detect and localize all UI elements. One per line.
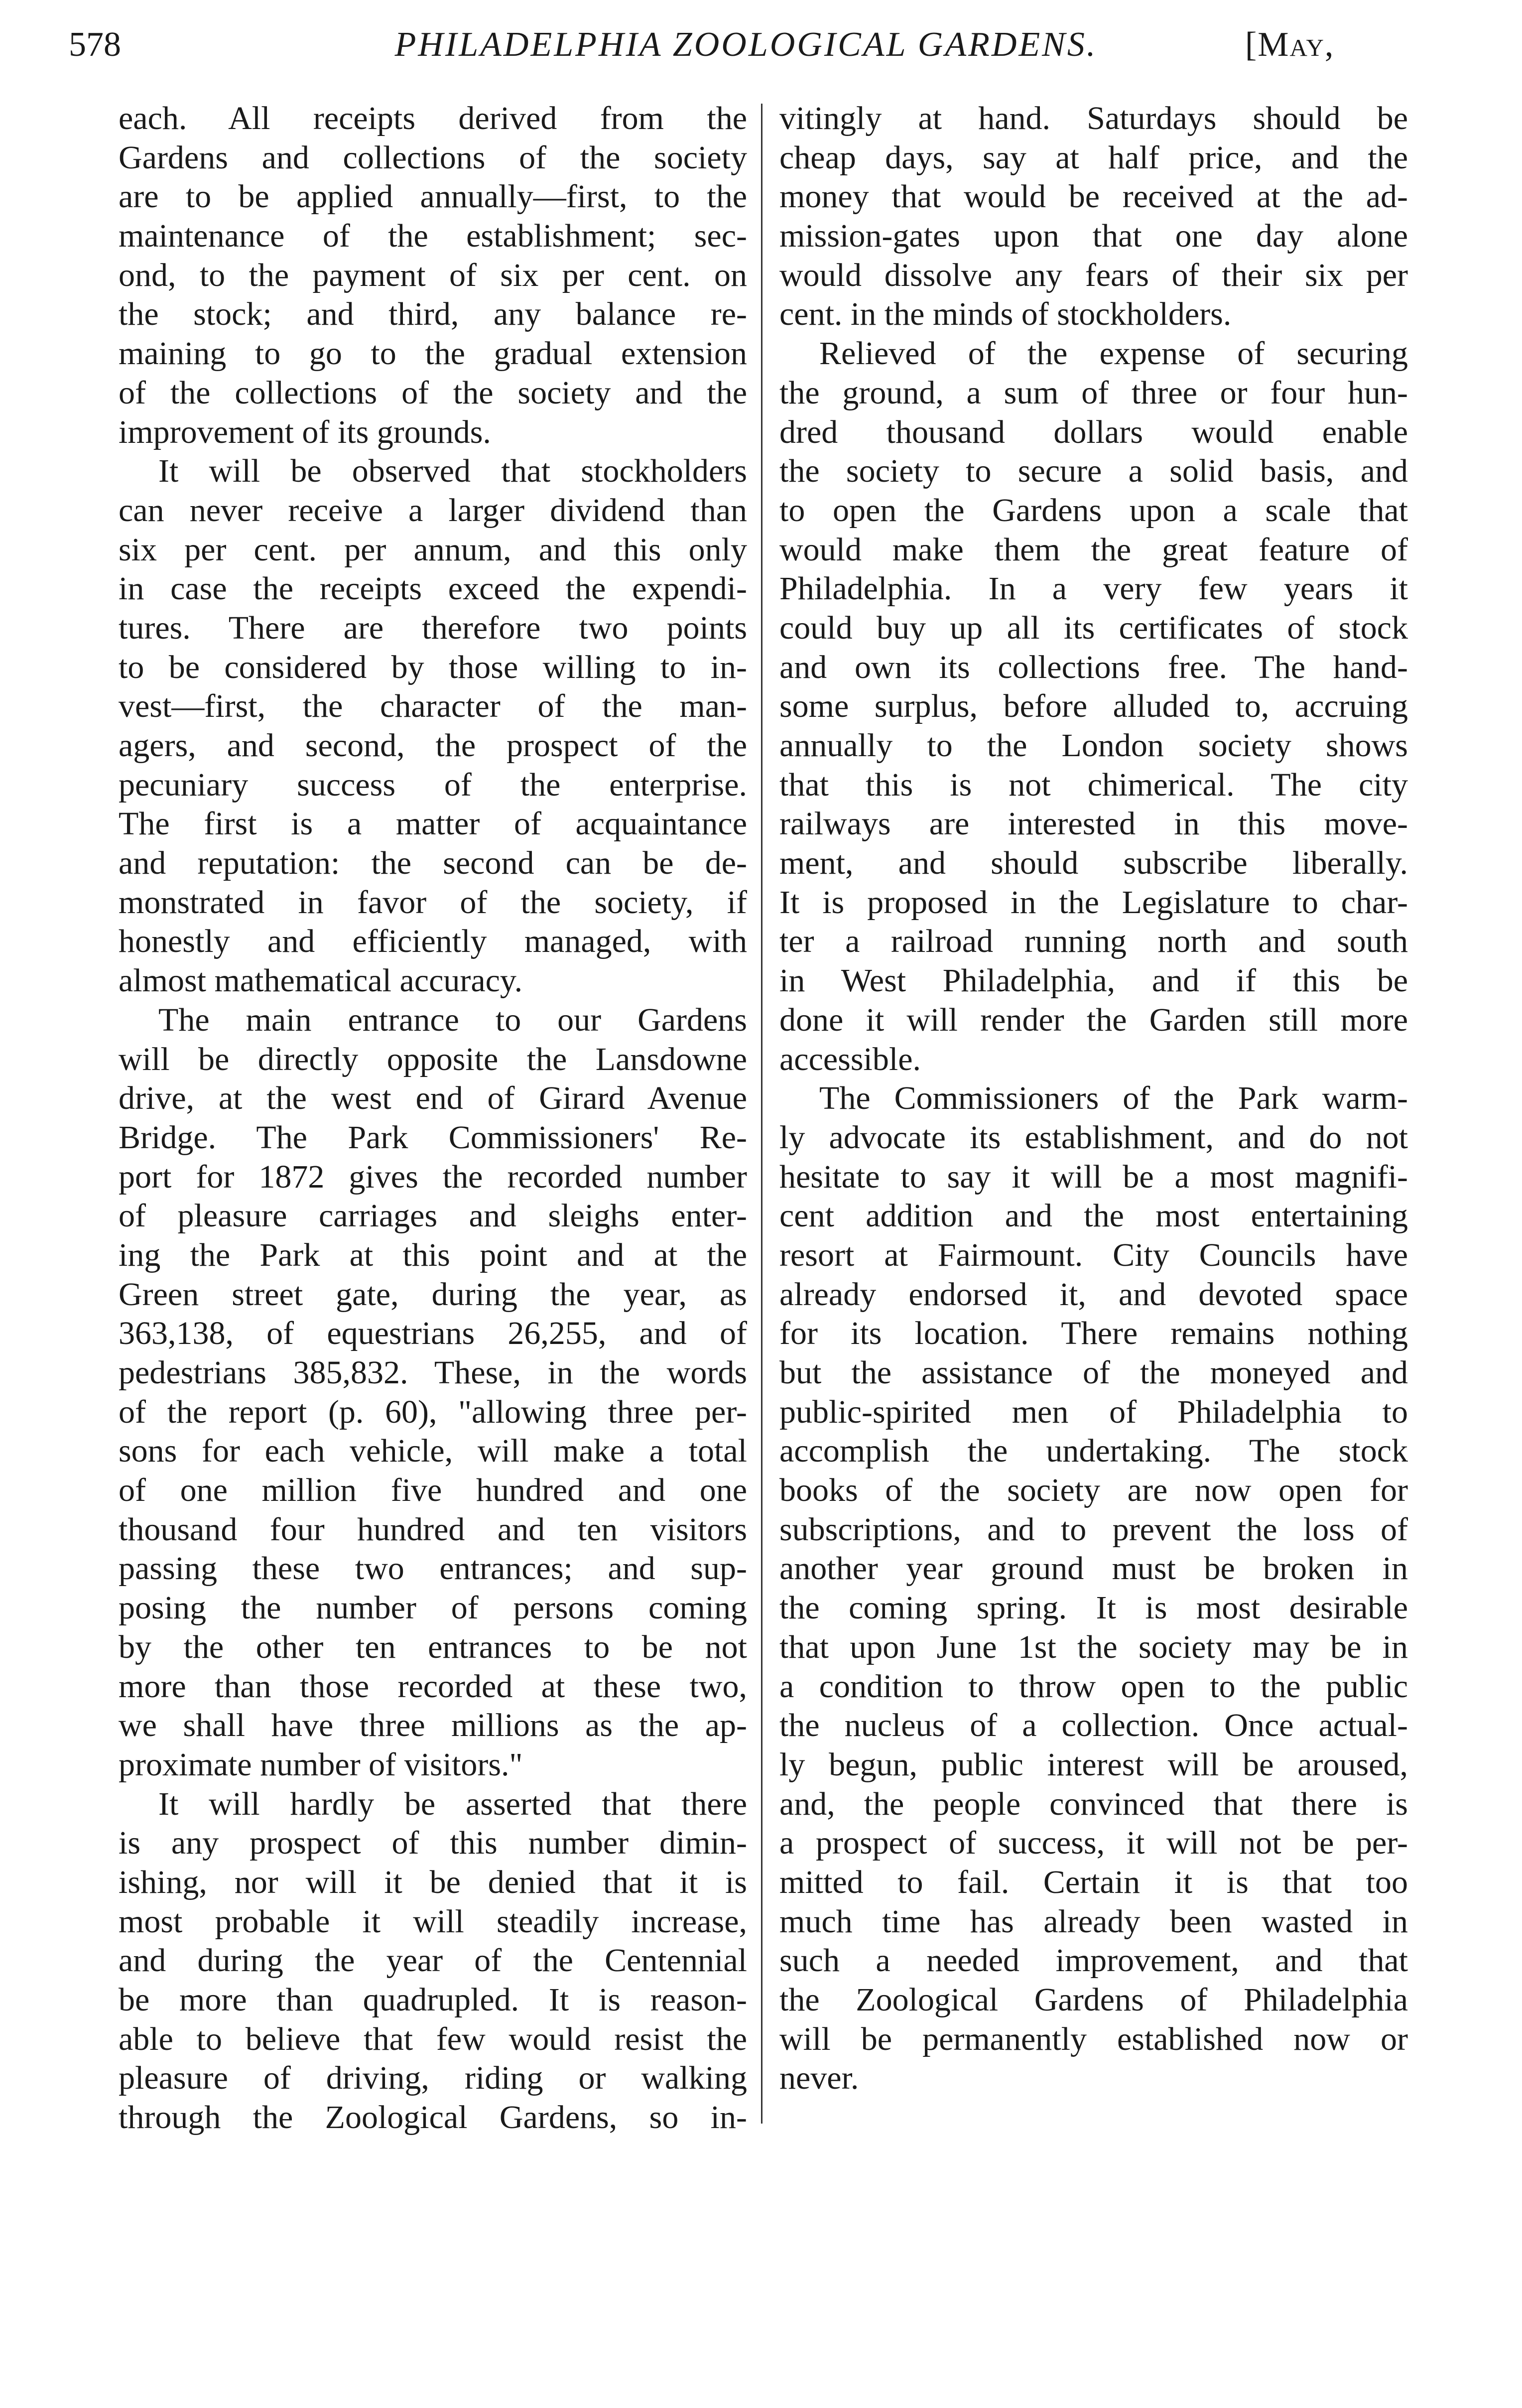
text-line: we shall have three millions as the ap-	[119, 1707, 747, 1744]
text-line: cheap days, say at half price, and the	[779, 139, 1408, 176]
text-line: books of the society are now open for	[779, 1472, 1408, 1509]
text-line: Gardens and collections of the society	[119, 139, 747, 176]
text-line: ishing, nor will it be denied that it is	[119, 1864, 747, 1900]
text-line: It will hardly be asserted that there	[158, 1785, 747, 1822]
text-line: public-spirited men of Philadelphia to	[779, 1393, 1408, 1430]
text-line: ond, to the payment of six per cent. on	[119, 257, 747, 293]
text-line: is any prospect of this number dimin-	[119, 1825, 747, 1862]
text-line: that upon June 1st the society may be in	[779, 1628, 1408, 1665]
running-title: PHILADELPHIA ZOOLOGICAL GARDENS.	[394, 25, 1098, 64]
text-line: the ground, a sum of three or four hun-	[779, 374, 1408, 411]
text-line: accessible.	[779, 1041, 921, 1077]
text-line: but the assistance of the moneyed and	[779, 1354, 1408, 1391]
text-line: maining to go to the gradual extension	[119, 335, 747, 372]
text-line: Bridge. The Park Commissioners' Re-	[119, 1119, 747, 1156]
text-line: Philadelphia. In a very few years it	[779, 570, 1408, 607]
text-line: pecuniary success of the enterprise.	[119, 766, 747, 803]
text-line: ment, and should subscribe liberally.	[779, 845, 1408, 882]
text-line: improvement of its grounds.	[119, 413, 491, 450]
text-line: railways are interested in this move-	[779, 805, 1408, 842]
text-line: some surplus, before alluded to, accruing	[779, 688, 1408, 725]
text-line: are to be applied annually—first, to the	[119, 178, 747, 215]
text-line: maintenance of the establishment; sec-	[119, 218, 747, 255]
page-number: 578	[69, 25, 121, 64]
text-line: money that would be received at the ad-	[779, 178, 1408, 215]
text-line: much time has already been wasted in	[779, 1903, 1408, 1940]
text-line: the Zoological Gardens of Philadelphia	[779, 1982, 1408, 2018]
text-line: done it will render the Garden still more	[779, 1001, 1408, 1038]
text-line: resort at Fairmount. City Councils have	[779, 1236, 1408, 1273]
text-line: could buy up all its certificates of stock	[779, 609, 1408, 646]
running-month: [May,	[1245, 25, 1335, 64]
text-line: accomplish the undertaking. The stock	[779, 1433, 1408, 1470]
text-line: almost mathematical accuracy.	[119, 962, 523, 999]
text-line: Relieved of the expense of securing	[819, 335, 1408, 372]
text-line: that this is not chimerical. The city	[779, 766, 1408, 803]
text-line: to open the Gardens upon a scale that	[779, 492, 1408, 529]
text-line: and during the year of the Centennial	[119, 1942, 747, 1979]
text-line: of the report (p. 60), "allowing three per-	[119, 1393, 747, 1430]
text-line: be more than quadrupled. It is reason-	[119, 1982, 747, 2018]
text-line: vitingly at hand. Saturdays should be	[779, 100, 1408, 136]
text-line: proximate number of visitors."	[119, 1746, 523, 1783]
text-line: the stock; and third, any balance re-	[119, 296, 747, 333]
text-line: of pleasure carriages and sleighs enter-	[119, 1198, 747, 1234]
column-divider	[761, 104, 762, 2124]
text-line: will be permanently established now or	[779, 2020, 1408, 2057]
text-line: such a needed improvement, and that	[779, 1942, 1408, 1979]
text-line: port for 1872 gives the recorded number	[119, 1158, 747, 1195]
text-line: six per cent. per annum, and this only	[119, 531, 747, 568]
text-line: for its location. There remains nothing	[779, 1315, 1408, 1352]
text-line: to be considered by those willing to in-	[119, 649, 747, 685]
text-line: annually to the London society shows	[779, 727, 1408, 764]
text-line: mitted to fail. Certain it is that too	[779, 1864, 1408, 1900]
text-line: in case the receipts exceed the expendi-	[119, 570, 747, 607]
text-line: able to believe that few would resist the	[119, 2020, 747, 2057]
text-line: the coming spring. It is most desirable	[779, 1590, 1408, 1626]
text-line: tures. There are therefore two points	[119, 609, 747, 646]
text-line: drive, at the west end of Girard Avenue	[119, 1080, 747, 1117]
text-line: in West Philadelphia, and if this be	[779, 962, 1408, 999]
text-line: Green street gate, during the year, as	[119, 1276, 747, 1313]
text-line: cent addition and the most entertaining	[779, 1198, 1408, 1234]
text-line: would make them the great feature of	[779, 531, 1408, 568]
text-line: of the collections of the society and the	[119, 374, 747, 411]
text-line: of one million five hundred and one	[119, 1472, 747, 1509]
text-line: subscriptions, and to prevent the loss of	[779, 1511, 1408, 1548]
text-line: The first is a matter of acquaintance	[119, 805, 747, 842]
text-line: already endorsed it, and devoted space	[779, 1276, 1408, 1313]
text-line: more than those recorded at these two,	[119, 1668, 747, 1705]
text-line: honestly and efficiently managed, with	[119, 923, 747, 960]
text-line: agers, and second, the prospect of the	[119, 727, 747, 764]
text-line: vest—first, the character of the man-	[119, 688, 747, 725]
text-line: The main entrance to our Gardens	[158, 1001, 747, 1038]
text-line: and, the people convinced that there is	[779, 1785, 1408, 1822]
text-line: 363,138, of equestrians 26,255, and of	[119, 1315, 747, 1352]
text-line: a condition to throw open to the public	[779, 1668, 1408, 1705]
text-line: posing the number of persons coming	[119, 1590, 747, 1626]
text-line: the society to secure a solid basis, and	[779, 453, 1408, 490]
text-line: mission-gates upon that one day alone	[779, 218, 1408, 255]
text-line: and reputation: the second can be de-	[119, 845, 747, 882]
text-line: never.	[779, 2060, 859, 2097]
text-line: pleasure of driving, riding or walking	[119, 2060, 747, 2097]
text-line: can never receive a larger dividend than	[119, 492, 747, 529]
text-line: the nucleus of a collection. Once actual-	[779, 1707, 1408, 1744]
text-line: The Commissioners of the Park warm-	[819, 1080, 1408, 1117]
text-line: monstrated in favor of the society, if	[119, 884, 747, 921]
text-line: ing the Park at this point and at the	[119, 1236, 747, 1273]
text-line: pedestrians 385,832. These, in the words	[119, 1354, 747, 1391]
text-line: sons for each vehicle, will make a total	[119, 1433, 747, 1470]
text-line: thousand four hundred and ten visitors	[119, 1511, 747, 1548]
text-line: dred thousand dollars would enable	[779, 413, 1408, 450]
text-line: ly begun, public interest will be aroused,	[779, 1746, 1408, 1783]
text-line: passing these two entrances; and sup-	[119, 1550, 747, 1587]
right-column	[779, 99, 1408, 2098]
text-line: another year ground must be broken in	[779, 1550, 1408, 1587]
text-line: cent. in the minds of stockholders.	[779, 296, 1232, 333]
text-line: and own its collections free. The hand-	[779, 649, 1408, 685]
text-line: It is proposed in the Legislature to char-	[779, 884, 1408, 921]
text-line: ly advocate its establishment, and do not	[779, 1119, 1408, 1156]
text-line: through the Zoological Gardens, so in-	[119, 2099, 747, 2136]
text-line: hesitate to say it will be a most magnifi-	[779, 1158, 1408, 1195]
text-line: by the other ten entrances to be not	[119, 1628, 747, 1665]
text-line: will be directly opposite the Lansdowne	[119, 1041, 747, 1077]
left-column	[119, 99, 747, 2138]
text-line: a prospect of success, it will not be per-	[779, 1825, 1408, 1862]
text-line: ter a railroad running north and south	[779, 923, 1408, 960]
text-line: would dissolve any fears of their six per	[779, 257, 1408, 293]
text-line: It will be observed that stockholders	[158, 453, 747, 490]
text-line: each. All receipts derived from the	[119, 100, 747, 136]
text-line: most probable it will steadily increase,	[119, 1903, 747, 1940]
